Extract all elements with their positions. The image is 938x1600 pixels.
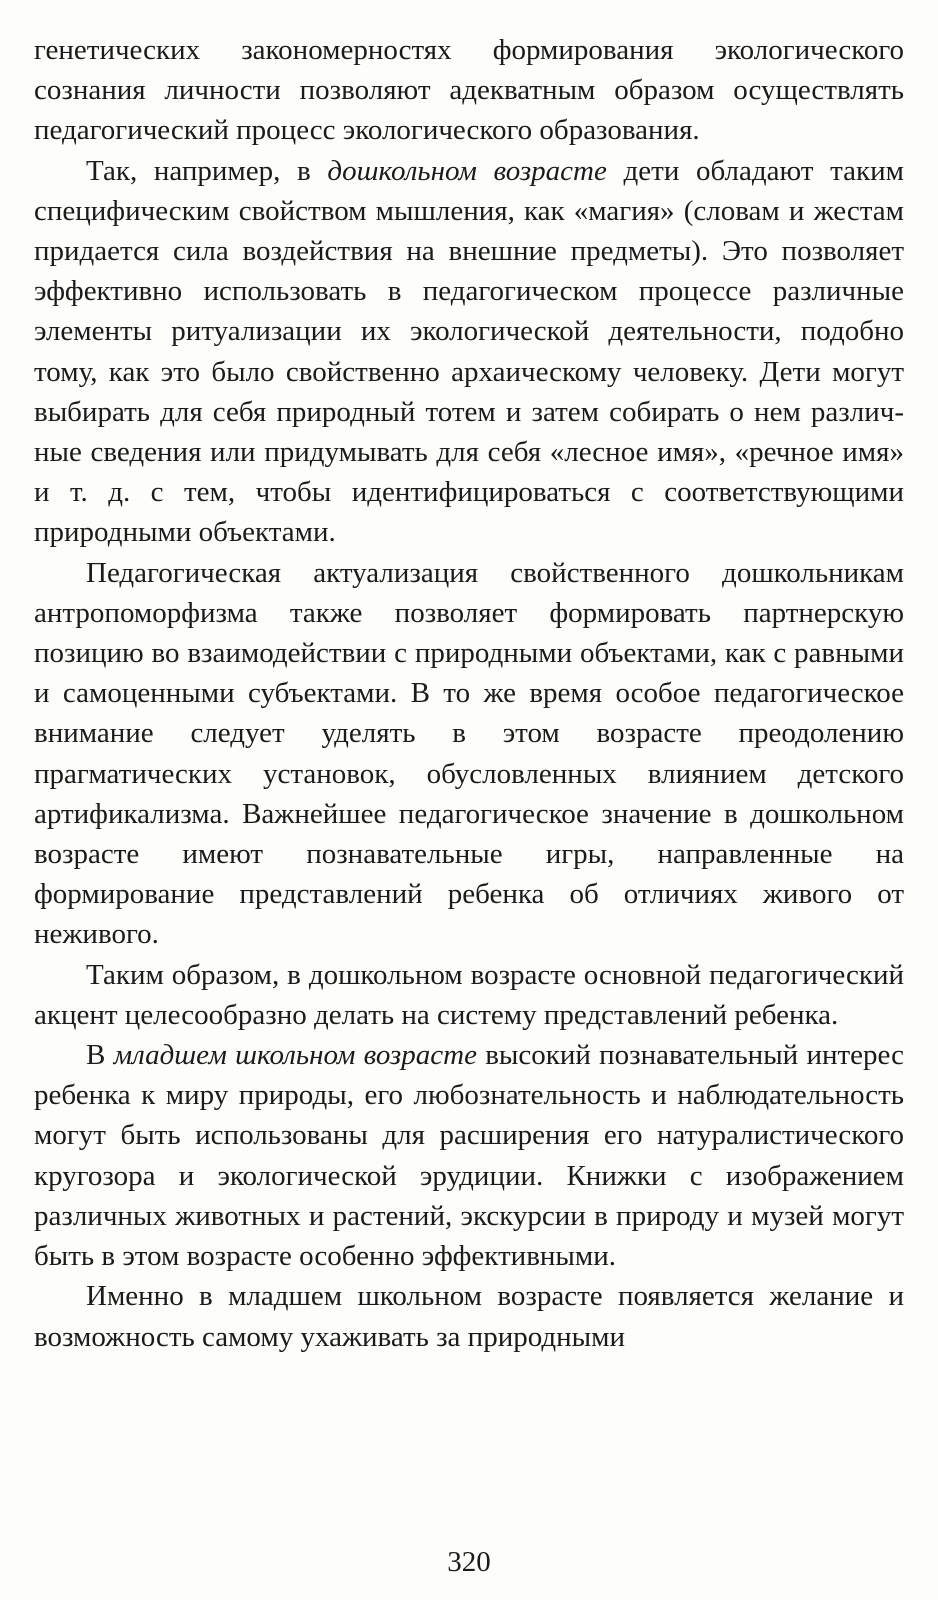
paragraph-2-text-b: дети обладают таким специфическим свойством мышления, как «магия» (словам и жестам придается сила воздействия на внешние предметы). Это позволяет эффективно использовать в педагогическом процессе различные элементы ритуализации их экологической деятельности, подобно тому, как это было свойственно архаическому человеку. Дети могут выбирать для себя природный тотем и затем собирать о нем различные сведения или придумывать для себя «лесное имя», «речное имя» и т. д. с тем, чтобы идентифицироваться с соответствующими природными объектами. — [34, 154, 904, 549]
paragraph-4-text: Таким образом, в дошкольном возрасте основной педагогический акцент целесообразно делать на систему представлений ребенка. — [34, 958, 904, 1031]
paragraph-2-italic-term: дошкольном возрасте — [327, 154, 607, 187]
paragraph-2 — [34, 151, 904, 553]
paragraph-6-text: Именно в младшем школьном возрасте появляется желание и возможность самому ухаживать за природными — [34, 1280, 904, 1353]
page-number: 320 — [447, 1546, 491, 1578]
body-text — [34, 30, 904, 1357]
paragraph-5-text-b: высокий познавательный интерес ребенка к миру природы, его любознательность и наблюдательность могут быть использованы для расширения его натуралистического кругозора и экологической эрудиции. Книжки с изображением различных животных и растений, экскурсии в природу и музей могут быть в этом возрасте особенно эффективными. — [34, 1039, 905, 1273]
paragraph-3 — [34, 553, 904, 955]
paragraph-3-text: Педагогическая актуализация свойственного дошкольникам антропоморфизма также позволяет формировать партнерскую позицию во взаимодействии с природными объектами, как с равными и самоценными субъектами. В то же время особое педагогическое внимание следует уделять в этом возрасте преодолению прагматических установок, обусловленных влиянием детского артификализма. Важнейшее педагогическое значение в дошкольном возрасте имеют познавательные игры, направленные на формирование представлений ребенка об отличиях живого от неживого. — [34, 556, 904, 951]
paragraph-1 — [34, 30, 904, 151]
paragraph-6 — [34, 1276, 904, 1356]
paragraph-2-text-a: Так, например, в — [86, 154, 328, 187]
paragraph-5 — [34, 1035, 904, 1276]
paragraph-5-text-a: В — [86, 1039, 114, 1072]
paragraph-1-text: генетических закономерностях формирования экологического сознания личности позволяют адекватным образом осуществлять педагогический процесс экологического образования. — [34, 34, 904, 147]
paragraph-5-italic-term: младшем школьном возрасте — [113, 1039, 477, 1072]
paragraph-4 — [34, 955, 904, 1035]
